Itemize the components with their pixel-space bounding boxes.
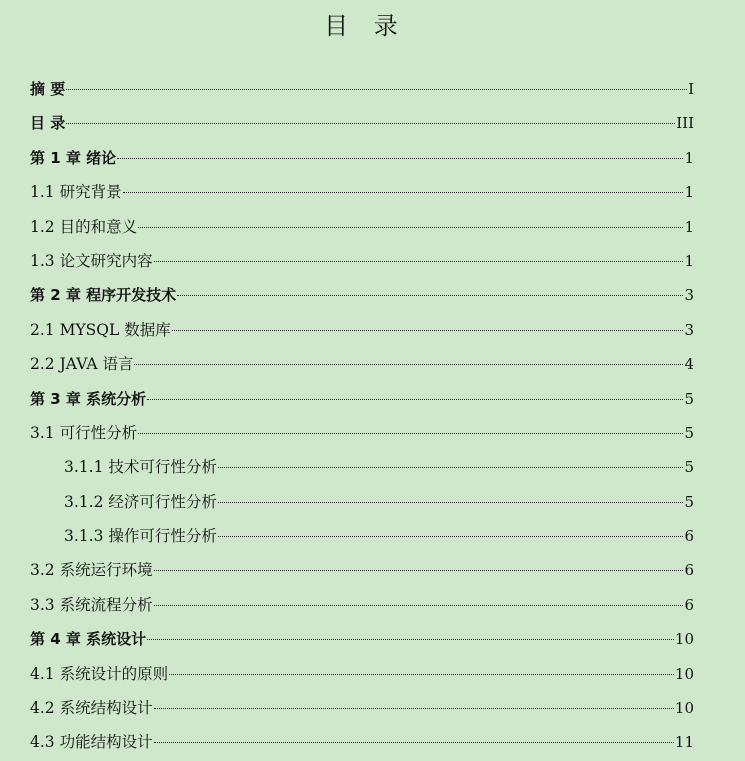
toc-dot-leader	[172, 330, 684, 331]
toc-entry-label: 1.2 目的和意义	[30, 217, 138, 236]
toc-entry-label: 2.1 MYSQL 数据库	[30, 320, 171, 339]
toc-dot-leader	[123, 192, 684, 193]
toc-entry[interactable]	[30, 244, 694, 278]
toc-entry-label: 3.1 可行性分析	[30, 423, 138, 442]
toc-entry-label: 第 4 章 系统设计	[30, 630, 147, 649]
toc-entry[interactable]	[30, 553, 694, 587]
toc-entry-page-number: 6	[684, 527, 694, 546]
toc-entry-page-number: 1	[684, 183, 694, 202]
toc-entry-label: 目 录	[30, 114, 66, 133]
toc-entry[interactable]	[30, 72, 694, 106]
toc-entry-page-number: 5	[684, 458, 694, 477]
toc-dot-leader	[218, 467, 684, 468]
toc-dot-leader	[147, 399, 683, 400]
toc-entry[interactable]	[30, 691, 694, 725]
toc-entry[interactable]	[30, 175, 694, 209]
toc-entry-page-number: 5	[684, 423, 694, 442]
toc-entry[interactable]	[30, 347, 694, 381]
toc-dot-leader	[66, 89, 687, 90]
toc-entry-label: 第 2 章 程序开发技术	[30, 286, 177, 305]
toc-entry[interactable]	[30, 588, 694, 622]
toc-entry-page-number: 1	[684, 148, 694, 167]
toc-dot-leader	[169, 674, 674, 675]
toc-entry[interactable]	[30, 106, 694, 140]
toc-entry[interactable]	[30, 141, 694, 175]
toc-entry-label: 第 3 章 系统分析	[30, 389, 147, 408]
toc-dot-leader	[138, 227, 683, 228]
toc-dot-leader	[154, 605, 684, 606]
toc-entry-label: 3.3 系统流程分析	[30, 595, 153, 614]
toc-entry-page-number: 4	[684, 355, 694, 374]
toc-entry-label: 4.1 系统设计的原则	[30, 664, 169, 683]
toc-entry-label: 4.3 功能结构设计	[30, 733, 153, 752]
toc-dot-leader	[66, 123, 675, 124]
toc-entry-page-number: 10	[674, 699, 694, 718]
toc-entry-page-number: 6	[684, 595, 694, 614]
toc-entry-label: 4.2 系统结构设计	[30, 699, 153, 718]
toc-entry-page-number: 6	[684, 561, 694, 580]
toc-entry[interactable]	[30, 313, 694, 347]
toc-dot-leader	[147, 639, 674, 640]
toc-dot-leader	[138, 433, 683, 434]
toc-entry-label: 1.3 论文研究内容	[30, 251, 153, 270]
toc-dot-leader	[154, 708, 674, 709]
toc-entry[interactable]	[30, 278, 694, 312]
toc-entry-label: 3.2 系统运行环境	[30, 561, 153, 580]
toc-entry-page-number: 10	[674, 630, 694, 649]
toc-entry-page-number: I	[688, 80, 694, 98]
toc-entry-label: 3.1.2 经济可行性分析	[64, 492, 217, 511]
toc-dot-leader	[117, 158, 683, 159]
toc-entry-label: 3.1.1 技术可行性分析	[64, 458, 217, 477]
toc-entry-page-number: 1	[684, 251, 694, 270]
toc-entry-page-number: 3	[684, 286, 694, 305]
toc-entry[interactable]	[30, 382, 694, 416]
toc-entry-label: 摘 要	[30, 80, 66, 98]
toc-entry[interactable]	[30, 450, 694, 484]
toc-entry[interactable]	[30, 519, 694, 553]
toc-entry-page-number: 10	[674, 664, 694, 683]
toc-entry-page-number: 1	[684, 217, 694, 236]
toc-entry[interactable]	[30, 485, 694, 519]
toc-entry-page-number: 5	[684, 389, 694, 408]
toc-title: 目 录	[324, 12, 400, 40]
toc-dot-leader	[177, 295, 683, 296]
toc-dot-leader	[154, 742, 674, 743]
toc-list	[30, 72, 694, 760]
toc-entry-label: 第 1 章 绪论	[30, 148, 117, 167]
toc-entry-page-number: 3	[684, 320, 694, 339]
toc-entry-label: 1.1 研究背景	[30, 183, 122, 202]
toc-entry[interactable]	[30, 416, 694, 450]
toc-dot-leader	[134, 364, 683, 365]
toc-entry[interactable]	[30, 622, 694, 656]
toc-entry[interactable]	[30, 210, 694, 244]
toc-entry[interactable]	[30, 725, 694, 759]
toc-entry-label: 2.2 JAVA 语言	[30, 355, 134, 374]
toc-entry-page-number: 11	[674, 733, 694, 752]
toc-entry-page-number: 5	[684, 492, 694, 511]
toc-dot-leader	[218, 536, 684, 537]
toc-entry-page-number: III	[676, 114, 694, 133]
toc-entry-label: 3.1.3 操作可行性分析	[64, 527, 217, 546]
toc-dot-leader	[154, 261, 684, 262]
toc-dot-leader	[154, 570, 684, 571]
toc-dot-leader	[218, 502, 684, 503]
toc-entry[interactable]	[30, 657, 694, 691]
